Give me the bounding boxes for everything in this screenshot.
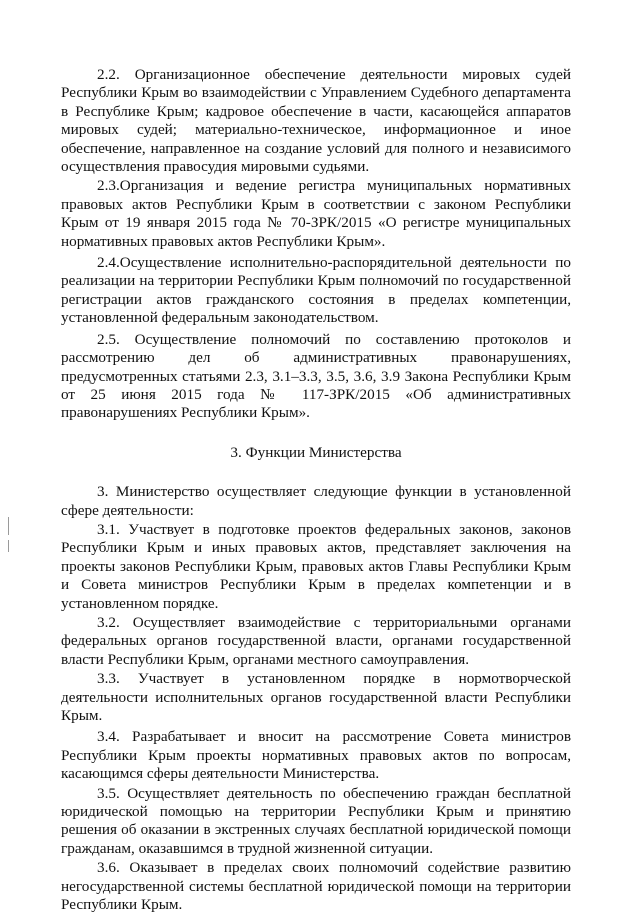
paragraph-2-5: 2.5. Осуществление полномочий по составлению протоколов и рассмотрению дел об административных правонарушениях, предусмотренных статьями 2.3, 3.1–3.3, 3.5, 3.6, 3.9 Закона Республики Крым от 25 июня 2015 года № 117-ЗРК/2015 «Об административных правонарушениях Республики Крым». xyxy=(61,330,571,422)
paragraph-3: 3. Министерство осуществляет следующие функции в установленной сфере деятельности: xyxy=(61,483,571,519)
paragraph-2-3: 2.3.Организация и ведение регистра муниципальных нормативных правовых актов Республики Крым в соответствии с законом Республики Крым от 19 января 2015 года № 70-ЗРК/2015 «О регистре муниципальных нормативных правовых актов Республики Крым». xyxy=(61,177,571,250)
paragraph-3-3: 3.3. Участвует в установленном порядке в нормотворческой деятельности исполнительных органов государственной власти Республики Крым. xyxy=(61,670,571,724)
paragraph-3-6: 3.6. Оказывает в пределах своих полномочий содействие развитию негосударственной системы бесплатной юридической помощи на территории Республики Крым. xyxy=(61,859,571,914)
section-heading: 3. Функции Министерства xyxy=(230,443,402,461)
paragraph-3-2: 3.2. Осуществляет взаимодействие с территориальными органами федеральных органов государственной власти, органами государственной власти Республики Крым, органами местного самоуправления. xyxy=(61,613,571,668)
paragraph-3-1: 3.1. Участвует в подготовке проектов федеральных законов, законов Республики Крым и иных правовых актов, представляет заключения на проекты законов Республики Крым, правовых актов Главы Республики Крым и Совета министров Республики Крым в пределах компетенции и в установленном порядке. xyxy=(61,520,571,612)
paragraph-3-4: 3.4. Разрабатывает и вносит на рассмотрение Совета министров Республики Крым проекты нормативных правовых актов по вопросам, касающимся сферы деятельности Министерства. xyxy=(61,728,571,783)
paragraph-3-5: 3.5. Осуществляет деятельность по обеспечению граждан бесплатной юридической помощью на территории Республики Крым и принятию решения об оказании в экстренных случаях бесплатной юридической помощи гражданам, оказавшимся в трудной жизненной ситуации. xyxy=(61,784,571,857)
scan-margin-mark xyxy=(8,540,9,552)
scan-margin-mark xyxy=(8,517,9,535)
paragraph-2-4: 2.4.Осуществление исполнительно-распорядительной деятельности по реализации на территории Республики Крым полномочий по государственной регистрации актов гражданского состояния в пределах компетенции, установленной федеральным законодательством. xyxy=(61,254,571,327)
paragraph-2-2: 2.2. Организационное обеспечение деятельности мировых судей Республики Крым во взаимодействии с Управлением Судебного департамента в Республике Крым; кадровое обеспечение в части, касающейся аппаратов мировых судей; материально-техническое, информационное и иное обеспечение, направленное на создание условий для полного и независимого осуществления правосудия мировыми судьями. xyxy=(61,66,571,176)
document-body xyxy=(61,66,571,914)
